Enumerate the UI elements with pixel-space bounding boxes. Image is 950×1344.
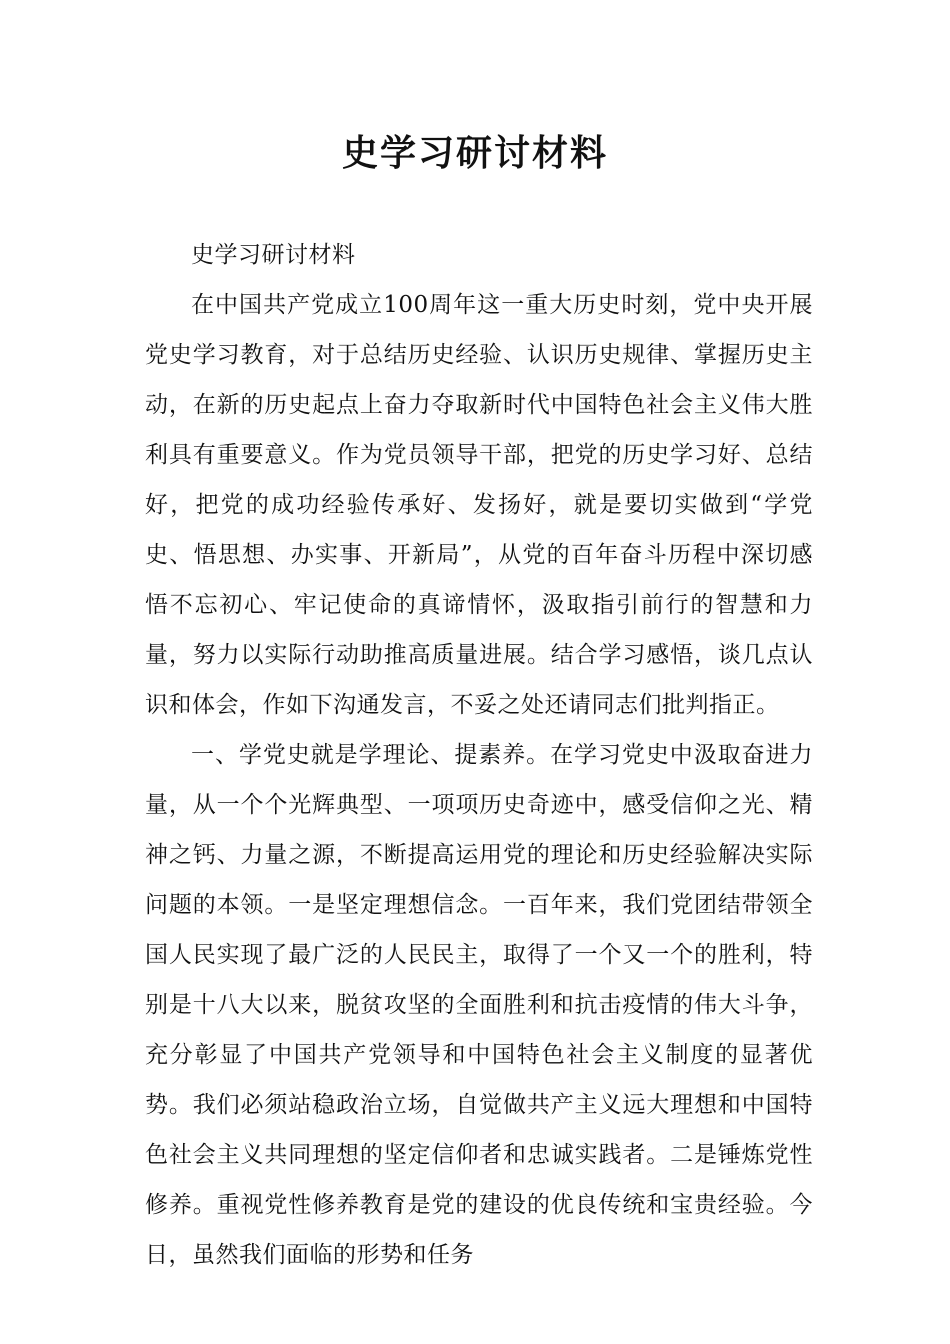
- paragraph-section-one: 一、学党史就是学理论、提素养。在学习党史中汲取奋进力量，从一个个光辉典型、一项项历史奇迹中，感受信仰之光、精神之钙、力量之源，不断提高运用党的理论和历史经验解决实际问题的本领。一是坚定理想信念。一百年来，我们党团结带领全国人民实现了最广泛的人民民主，取得了一个又一个的胜利，特别是十八大以来，脱贫攻坚的全面胜利和抗击疫情的伟大斗争，充分彰显了中国共产党领导和中国特色社会主义制度的显著优势。我们必须站稳政治立场，自觉做共产主义远大理想和中国特色社会主义共同理想的坚定信仰者和忠诚实践者。二是锤炼党性修养。重视党性修养教育是党的建设的优良传统和宝贵经验。今日，虽然我们面临的形势和任务: [145, 742, 813, 1268]
- paragraph-subtitle: 史学习研讨材料: [191, 242, 356, 268]
- document-body: [145, 230, 813, 1280]
- paragraph-intro: 在中国共产党成立100周年这一重大历史时刻，党中央开展党史学习教育，对于总结历史经验、认识历史规律、掌握历史主动，在新的历史起点上奋力夺取新时代中国特色社会主义伟大胜利具有重要意义。作为党员领导干部，把党的历史学习好、总结好，把党的成功经验传承好、发扬好，就是要切实做到“学党史、悟思想、办实事、开新局”，从党的百年奋斗历程中深切感悟不忘初心、牢记使命的真谛情怀，汲取指引前行的智慧和力量，努力以实际行动助推高质量进展。结合学习感悟，谈几点认识和体会，作如下沟通发言，不妥之处还请同志们批判指正。: [145, 292, 813, 718]
- document-title: 史学习研讨材料: [341, 132, 608, 174]
